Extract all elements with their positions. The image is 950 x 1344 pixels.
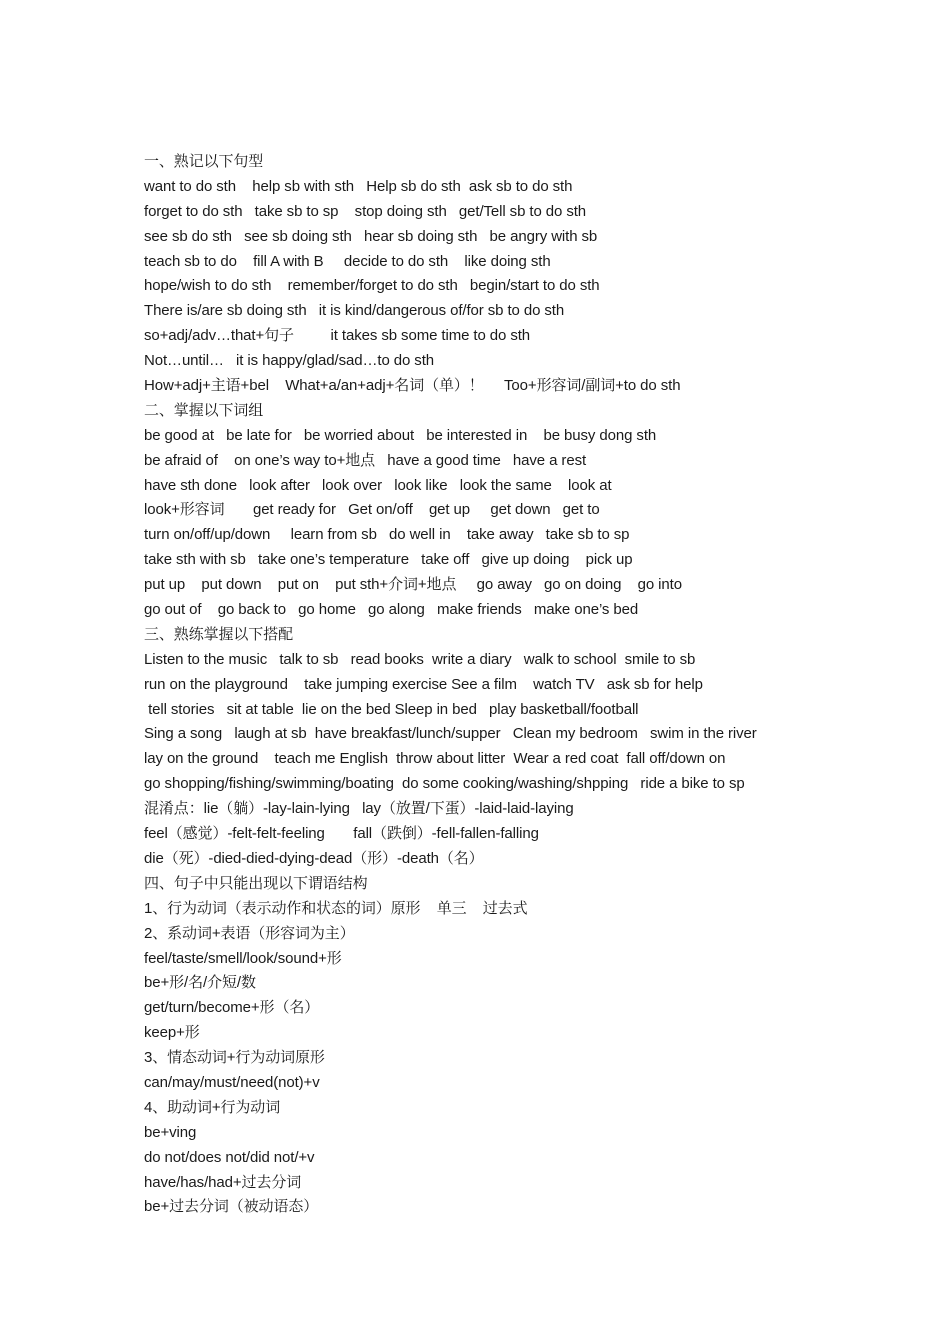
text-line: How+adj+主语+bel What+a/an+adj+名词（单）！ Too+形容词/副词+to do sth (144, 377, 681, 395)
text-line: have/has/had+过去分词 (144, 1173, 302, 1191)
text-line: can/may/must/need(not)+v (144, 1073, 320, 1091)
text-line: be+形/名/介短/数 (144, 974, 256, 992)
text-line: keep+形 (144, 1024, 200, 1042)
text-line: die（死）-died-died-dying-dead（形）-death（名） (144, 849, 484, 867)
text-line: 3、情态动词+行为动词原形 (144, 1049, 325, 1067)
section-heading-2: 二、掌握以下词组 (144, 401, 264, 419)
text-line: go out of go back to go home go along make friends make one’s bed (144, 601, 639, 619)
text-line: There is/are sb doing sth it is kind/dangerous of/for sb to do sth (144, 302, 565, 320)
text-line: get/turn/become+形（名） (144, 999, 320, 1017)
text-line: look+形容词 get ready for Get on/off get up get down get to (144, 501, 600, 519)
text-line: go shopping/fishing/swimming/boating do some cooking/washing/shpping ride a bike to sp (144, 775, 745, 793)
text-line: Not…until… it is happy/glad/sad…to do sth (144, 352, 435, 370)
text-line: 混淆点：lie（躺）-lay-lain-lying lay（放置/下蛋）-laid-laid-laying (144, 800, 574, 818)
section-heading-1: 一、熟记以下句型 (144, 153, 264, 170)
text-line: forget to do sth take sb to sp stop doing sth get/Tell sb to do sth (144, 202, 587, 220)
text-line: be afraid of on one’s way to+地点 have a good time have a rest (144, 451, 587, 469)
text-line: feel/taste/smell/look/sound+形 (144, 949, 342, 967)
text-line: lay on the ground teach me English throw about litter Wear a red coat fall off/down on (144, 750, 726, 768)
text-line: 1、行为动词（表示动作和状态的词）原形 单三 过去式 (144, 899, 528, 917)
text-line: be+ving (144, 1123, 197, 1141)
text-line: take sth with sb take one’s temperature take off give up doing pick up (144, 551, 633, 569)
text-line: teach sb to do fill A with B decide to do sth like doing sth (144, 252, 551, 270)
section-heading-3: 三、熟练掌握以下搭配 (144, 625, 294, 643)
text-line: do not/does not/did not/+v (144, 1148, 315, 1166)
section-heading-4: 四、句子中只能出现以下谓语结构 (144, 874, 368, 892)
text-line: see sb do sth see sb doing sth hear sb doing sth be angry with sb (144, 227, 598, 245)
text-line: feel（感觉）-felt-felt-feeling fall（跌倒）-fell-fallen-falling (144, 825, 539, 843)
text-line: want to do sth help sb with sth Help sb do sth ask sb to do sth (144, 177, 573, 195)
text-line: be+过去分词（被动语态） (144, 1198, 319, 1216)
text-line: Listen to the music talk to sb read books write a diary walk to school smile to sb (144, 650, 696, 668)
text-line: 2、系动词+表语（形容词为主） (144, 924, 355, 942)
text-line: put up put down put on put sth+介词+地点 go away go on doing go into (144, 576, 682, 594)
text-line: tell stories sit at table lie on the bed Sleep in bed play basketball/football (144, 700, 639, 718)
text-line: be good at be late for be worried about be interested in be busy dong sth (144, 426, 657, 444)
text-line: Sing a song laugh at sb have breakfast/lunch/supper Clean my bedroom swim in the river (144, 725, 757, 743)
document-body (144, 150, 934, 1220)
text-line: have sth done look after look over look like look the same look at (144, 476, 612, 494)
text-line: so+adj/adv…that+句子 it takes sb some time to do sth (144, 327, 531, 345)
text-line: turn on/off/up/down learn from sb do well in take away take sb to sp (144, 526, 630, 544)
text-line: hope/wish to do sth remember/forget to do sth begin/start to do sth (144, 277, 600, 295)
text-line: 4、助动词+行为动词 (144, 1098, 281, 1116)
text-line: run on the playground take jumping exercise See a film watch TV ask sb for help (144, 675, 703, 693)
